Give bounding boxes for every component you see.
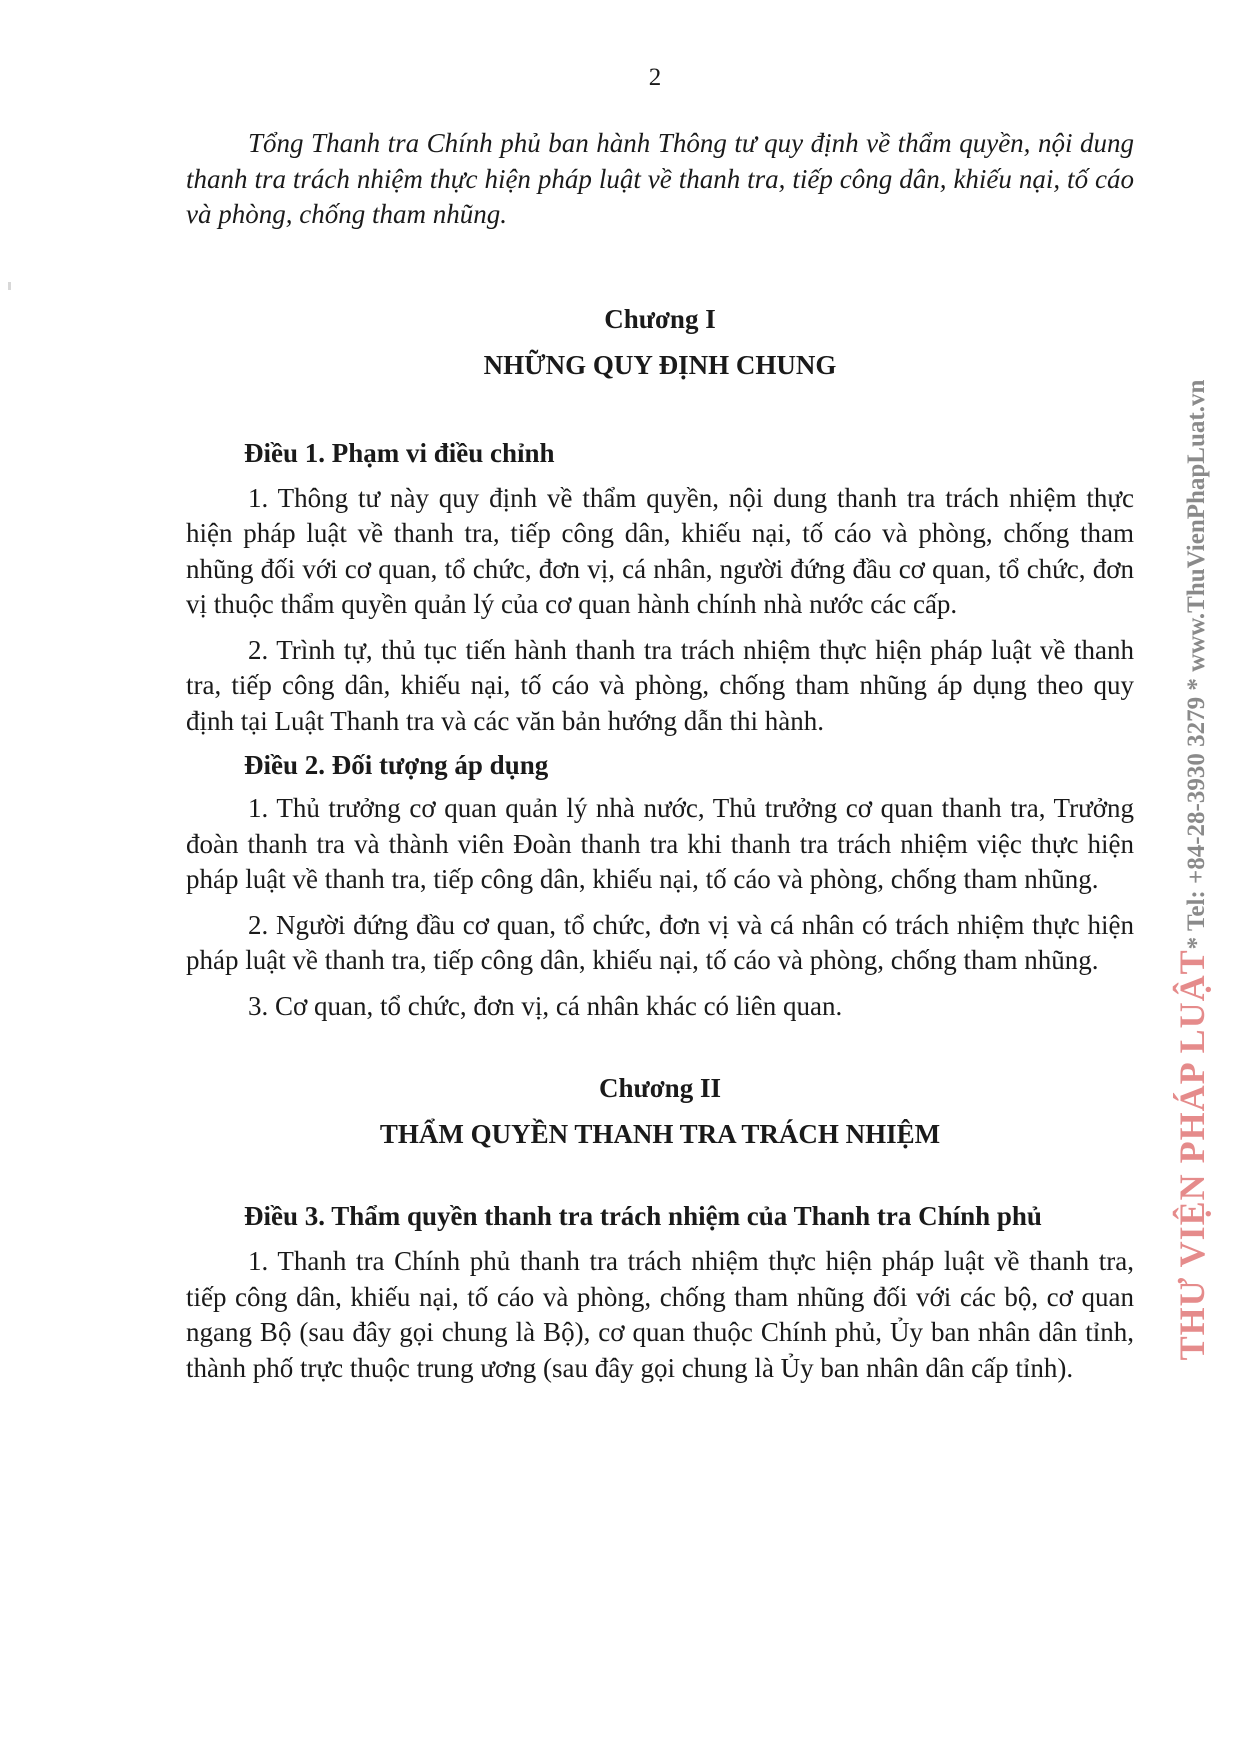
document-body [186, 126, 1134, 1386]
article-3-title: Điều 3. Thẩm quyền thanh tra trách nhiệm của Thanh tra Chính phủ [244, 1201, 1042, 1231]
article-1-paragraph-1: 1. Thông tư này quy định về thẩm quyền, nội dung thanh tra trách nhiệm thực hiện pháp luật về thanh tra, tiếp công dân, khiếu nại, tố cáo và phòng, chống tham nhũng đối với cơ quan, tổ chức, đơn vị, cá nhân, người đứng đầu cơ quan, tổ chức, đơn vị thuộc thẩm quyền quản lý của cơ quan hành chính nhà nước các cấp. [186, 482, 1134, 619]
article-2-title: Điều 2. Đối tượng áp dụng [244, 750, 549, 780]
page-number: 2 [648, 64, 662, 91]
chapter-1-label: Chương I [604, 303, 716, 334]
article-3-paragraph-1: 1. Thanh tra Chính phủ thanh tra trách nhiệm thực hiện pháp luật về thanh tra, tiếp công dân, khiếu nại, tố cáo và phòng, chống tham nhũng đối với các bộ, cơ quan ngang Bộ (sau đây gọi chung là Bộ), cơ quan thuộc Chính phủ, Ủy ban nhân dân tỉnh, thành phố trực thuộc trung ương (sau đây gọi chung là Ủy ban nhân dân cấp tỉnh). [186, 1246, 1134, 1383]
intro-paragraph: Tổng Thanh tra Chính phủ ban hành Thông tư quy định về thẩm quyền, nội dung thanh tra trách nhiệm thực hiện pháp luật về thanh tra, tiếp công dân, khiếu nại, tố cáo và phòng, chống tham nhũng. [186, 128, 1134, 229]
article-1-title: Điều 1. Phạm vi điều chỉnh [244, 437, 555, 468]
article-2-paragraph-2: 2. Người đứng đầu cơ quan, tổ chức, đơn vị và cá nhân có trách nhiệm thực hiện pháp luật về thanh tra, tiếp công dân, khiếu nại, tố cáo và phòng, chống tham nhũng. [186, 909, 1134, 975]
watermark-brand: THƯ VIỆN PHÁP LUẬT [1172, 949, 1212, 1361]
watermark [1171, 380, 1213, 1361]
chapter-2-title: THẨM QUYỀN THANH TRA TRÁCH NHIỆM [379, 1119, 941, 1149]
scan-artifact [8, 282, 11, 290]
article-2-paragraph-3: 3. Cơ quan, tổ chức, đơn vị, cá nhân khác có liên quan. [248, 990, 843, 1021]
watermark-contact: * Tel: +84-28-3930 3279 * www.ThuVienPhapLuat.vn [1183, 379, 1210, 950]
chapter-2-label: Chương II [599, 1073, 721, 1103]
article-2-paragraph-1: 1. Thủ trưởng cơ quan quản lý nhà nước, Thủ trưởng cơ quan thanh tra, Trưởng đoàn thanh tra và thành viên Đoàn thanh tra khi thanh tra trách nhiệm việc thực hiện pháp luật về thanh tra, tiếp công dân, khiếu nại, tố cáo và phòng, chống tham nhũng. [186, 793, 1134, 894]
chapter-1-title: NHỮNG QUY ĐỊNH CHUNG [483, 349, 837, 380]
article-1-paragraph-2: 2. Trình tự, thủ tục tiến hành thanh tra trách nhiệm thực hiện pháp luật về thanh tra, tiếp công dân, khiếu nại, tố cáo và phòng, chống tham nhũng áp dụng theo quy định tại Luật Thanh tra và các văn bản hướng dẫn thi hành. [186, 634, 1134, 736]
